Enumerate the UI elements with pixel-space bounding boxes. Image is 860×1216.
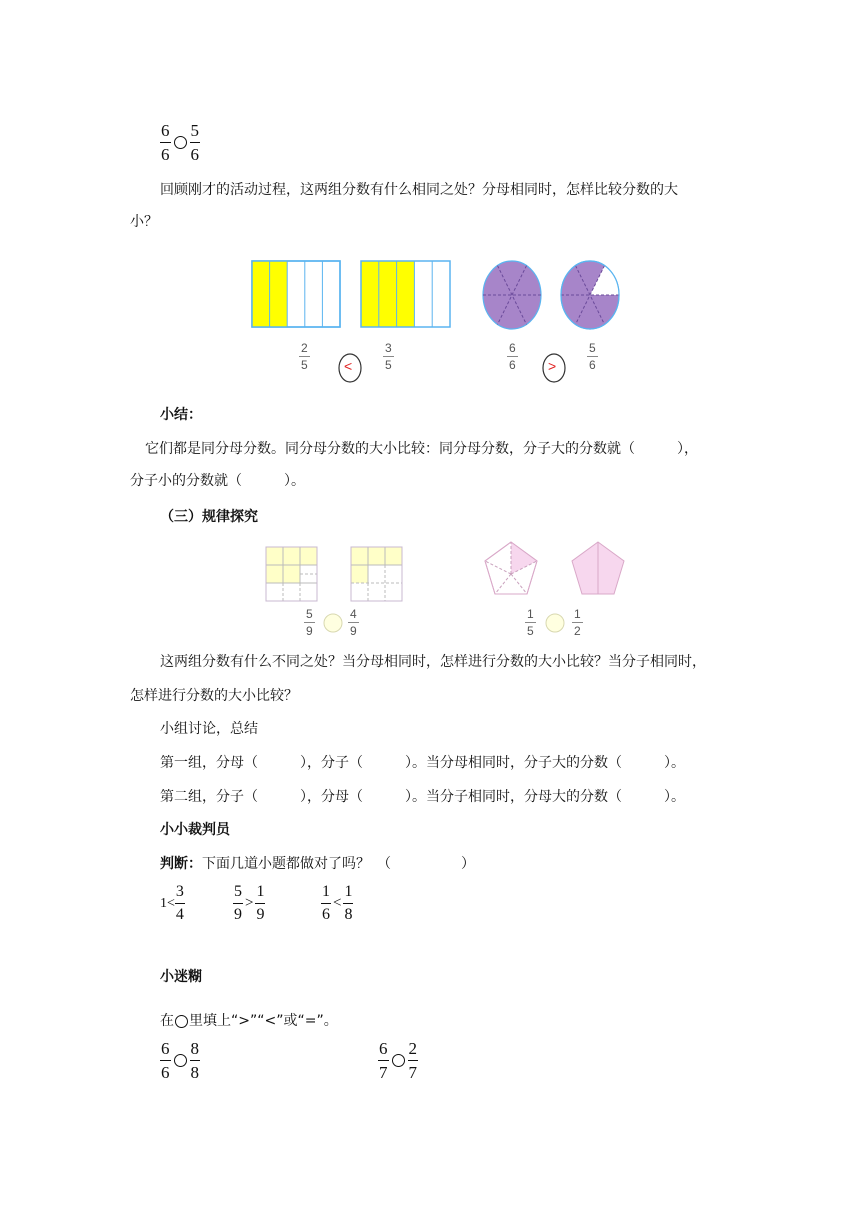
question-line2: 怎样进行分数的大小比较？ bbox=[130, 688, 298, 704]
ellipse-five-sixths bbox=[561, 261, 619, 329]
grid-five-ninths bbox=[266, 547, 317, 601]
pentagon-one-half bbox=[572, 542, 624, 594]
fill-instruction bbox=[160, 1011, 338, 1031]
fraction: $\frac{8}{8}$ bbox=[190, 1039, 199, 1082]
review-text-line1: 回顾刚才的活动过程，这两组分数有什么相同之处？分母相同时，怎样比较分数的大 bbox=[160, 182, 678, 198]
fraction: $\frac{6}{7}$ bbox=[379, 1039, 388, 1082]
figure-pattern-explore bbox=[255, 538, 645, 643]
figure-same-denominator bbox=[240, 250, 630, 390]
ellipse-six-sixths bbox=[483, 261, 541, 329]
judge-text: 下面几道小题都做对了吗？ （ ） bbox=[202, 856, 475, 872]
judge-item-1 bbox=[160, 884, 185, 923]
fraction: $\frac{6}{6}$ bbox=[509, 341, 516, 372]
fraction: $\frac{4}{9}$ bbox=[350, 607, 357, 638]
maze-title: 小迷糊 bbox=[160, 969, 202, 985]
question-line1: 这两组分数有什么不同之处？当分母相同时，怎样进行分数的大小比较？当分子相同时， bbox=[160, 654, 706, 670]
fill-item-2 bbox=[378, 1040, 418, 1081]
fraction: $\frac{5}{9}$ bbox=[306, 607, 313, 638]
circle-blank bbox=[174, 136, 187, 149]
fraction: $\frac{1}{2}$ bbox=[574, 607, 581, 638]
circle-blank[interactable] bbox=[174, 1054, 187, 1067]
top-compare bbox=[160, 122, 200, 163]
grid-four-ninths bbox=[351, 547, 402, 601]
discuss-text: 小组讨论，总结 bbox=[160, 721, 258, 737]
summary-line1: 它们都是同分母分数。同分母分数的大小比较：同分母分数，分子大的分数就（ ）， bbox=[145, 441, 698, 457]
group2-text: 第二组，分子（ ），分母（ ）。当分子相同时，分母大的分数（ ）。 bbox=[160, 789, 685, 805]
fraction: $\frac{6}{6}$ bbox=[161, 1039, 170, 1082]
blank-circle bbox=[324, 614, 342, 632]
fill-item-1 bbox=[160, 1040, 200, 1081]
fraction: $\frac{3}{5}$ bbox=[385, 341, 392, 372]
fraction: $\frac{3}{4}$ bbox=[175, 883, 184, 923]
review-text-line2: 小？ bbox=[130, 214, 158, 230]
summary-line2: 分子小的分数就（ ）。 bbox=[130, 473, 305, 489]
rect-two-fifths bbox=[252, 261, 340, 327]
circle-blank bbox=[175, 1015, 188, 1028]
sign-greater-than: > bbox=[548, 358, 557, 374]
sign-greater-than: > bbox=[245, 895, 254, 911]
fraction: $\frac{2}{7}$ bbox=[408, 1039, 417, 1082]
fraction: $\frac{1}{9}$ bbox=[256, 883, 265, 923]
fraction: $\frac{1}{8}$ bbox=[344, 883, 353, 923]
section3-title: （三）规律探究 bbox=[160, 509, 258, 525]
rect-three-fifths bbox=[361, 261, 450, 327]
group1-text: 第一组，分母（ ），分子（ ）。当分母相同时，分子大的分数（ ）。 bbox=[160, 755, 685, 771]
fraction: $\frac{5}{6}$ bbox=[589, 341, 596, 372]
sign-less-than: < bbox=[333, 895, 342, 911]
pentagon-one-fifth bbox=[485, 542, 537, 594]
fill-pre: 在 bbox=[160, 1013, 174, 1029]
fraction: $\frac{5}{9}$ bbox=[234, 883, 242, 923]
judge-item-2 bbox=[233, 884, 265, 923]
fraction: $\frac{1}{5}$ bbox=[527, 607, 534, 638]
summary-title: 小结： bbox=[160, 407, 202, 423]
blank-circle bbox=[546, 614, 564, 632]
fill-post: 里填上“>”“<”或“=”。 bbox=[189, 1013, 338, 1029]
fraction: $\frac{1}{6}$ bbox=[322, 883, 330, 923]
judge-item-1-left: 1< bbox=[160, 895, 175, 911]
fraction: $\frac{2}{5}$ bbox=[301, 341, 308, 372]
fraction: $\frac{6}{6}$ bbox=[161, 121, 170, 164]
sign-less-than: < bbox=[344, 358, 353, 374]
fraction: $\frac{5}{6}$ bbox=[190, 121, 199, 164]
judge-line bbox=[160, 854, 475, 874]
referee-title: 小小裁判员 bbox=[160, 822, 230, 838]
circle-blank[interactable] bbox=[392, 1054, 405, 1067]
judge-label: 判断： bbox=[160, 856, 202, 872]
judge-item-3 bbox=[321, 884, 353, 923]
